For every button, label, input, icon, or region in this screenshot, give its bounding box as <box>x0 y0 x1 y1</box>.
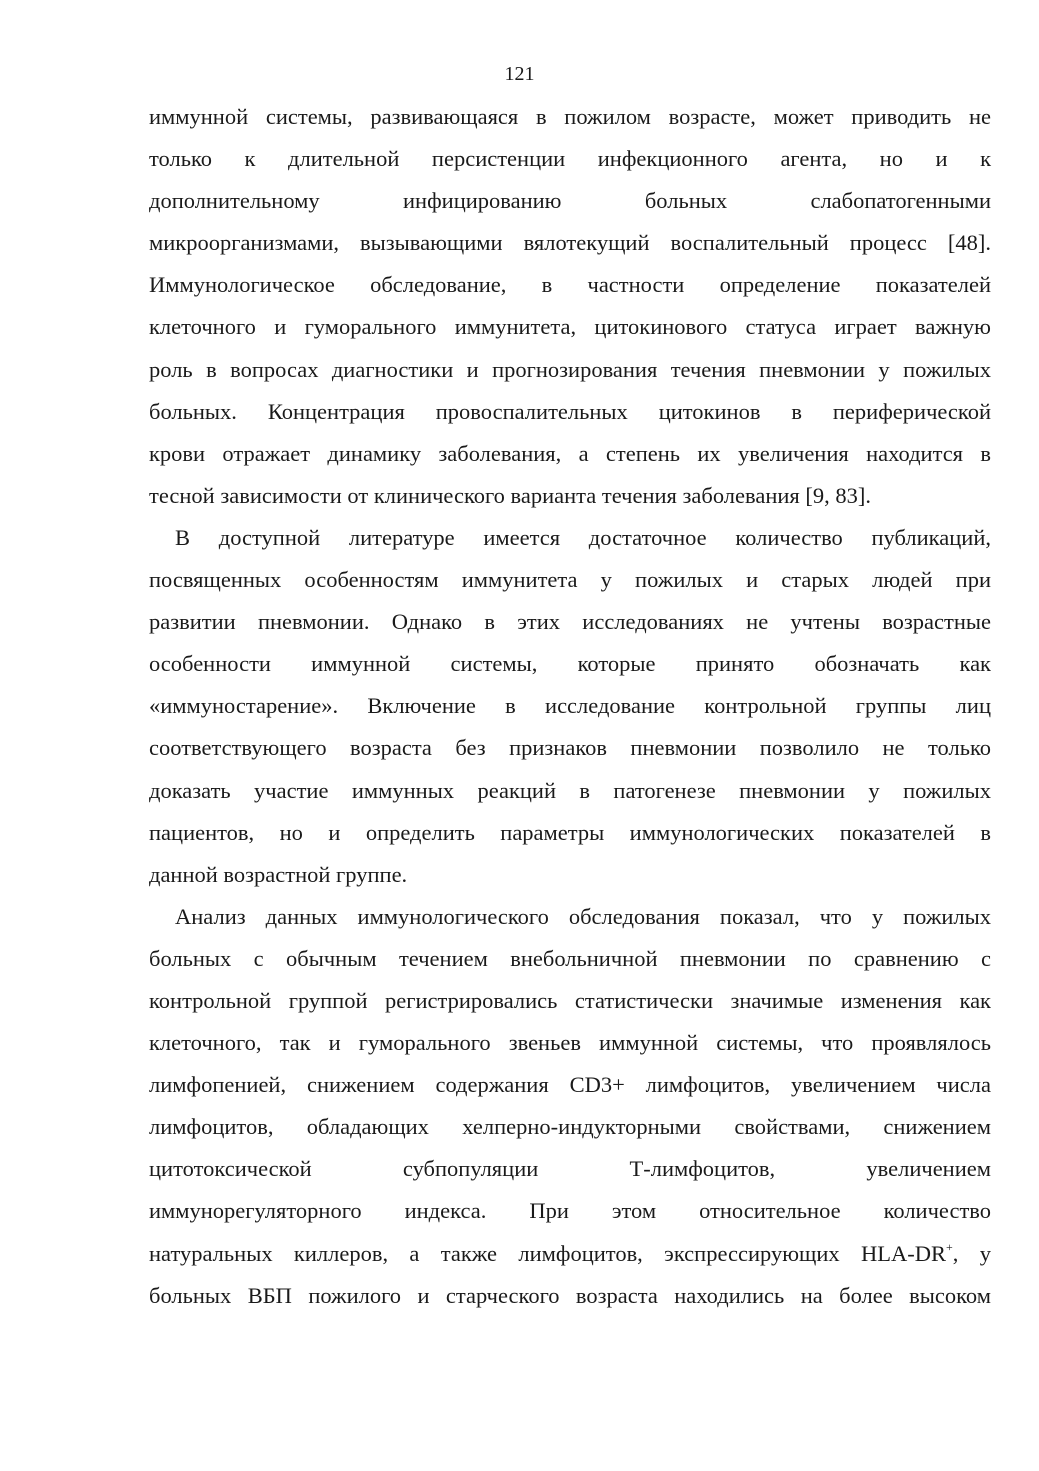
text-line: иммунорегуляторного индекса. При этом относительное количество <box>149 1198 991 1224</box>
text-line: больных с обычным течением внебольничной пневмонии по сравнению с <box>149 945 991 971</box>
text-line: только к длительной персистенции инфекционного агента, но и к <box>149 146 991 172</box>
text-line: данной возрастной группе. <box>149 861 408 887</box>
text-line: цитотоксической субпопуляции Т-лимфоцитов, увеличением <box>149 1156 991 1182</box>
text-line: соответствующего возраста без признаков пневмонии позволило не только <box>149 735 991 761</box>
text-line: тесной зависимости от клинического варианта течения заболевания [9, 83]. <box>149 482 871 508</box>
text-line: микроорганизмами, вызывающими вялотекущий воспалительный процесс [48]. <box>149 230 991 256</box>
text-line: клеточного, так и гуморального звеньев иммунной системы, что проявлялось <box>149 1030 991 1056</box>
text-line: иммунной системы, развивающаяся в пожилом возрасте, может приводить не <box>149 104 991 129</box>
text-line: лимфопенией, снижением содержания CD3+ лимфоцитов, увеличением числа <box>149 1072 991 1098</box>
superscript: + <box>946 1239 953 1254</box>
text-line-with-superscript <box>149 1233 991 1275</box>
text-line: пациентов, но и определить параметры иммунологических показателей в <box>149 819 991 845</box>
text-line: доказать участие иммунных реакций в патогенезе пневмонии у пожилых <box>149 777 991 803</box>
text-line: роль в вопросах диагностики и прогнозирования течения пневмонии у пожилых <box>149 356 991 382</box>
text-line: В доступной литературе имеется достаточное количество публикаций, <box>175 524 991 550</box>
text-line: Анализ данных иммунологического обследования показал, что у пожилых <box>175 903 991 929</box>
text-line: крови отражает динамику заболевания, а степень их увеличения находится в <box>149 440 991 466</box>
paragraph-1 <box>149 96 991 517</box>
text-line: посвященных особенностям иммунитета у пожилых и старых людей при <box>149 567 991 593</box>
text-line: лимфоцитов, обладающих хелперно-индукторными свойствами, снижением <box>149 1114 991 1140</box>
text-line: дополнительному инфицированию больных слабопатогенными <box>149 188 991 214</box>
paragraph-3 <box>149 896 991 1317</box>
page-number: 121 <box>504 63 535 85</box>
text-line: Иммунологическое обследование, в частности определение показателей <box>149 272 991 298</box>
text-segment: натуральных киллеров, а также лимфоцитов, экспрессирующих HLA-DR <box>149 1240 946 1266</box>
text-line: контрольной группой регистрировались статистически значимые изменения как <box>149 987 991 1013</box>
paragraph-2 <box>149 517 991 896</box>
text-line: развитии пневмонии. Однако в этих исследованиях не учтены возрастные <box>149 609 991 635</box>
body-text <box>149 96 991 1317</box>
text-line: «иммуностарение». Включение в исследование контрольной группы лиц <box>149 693 991 719</box>
text-line: больных. Концентрация провоспалительных цитокинов в периферической <box>149 398 991 424</box>
text-line: особенности иммунной системы, которые принято обозначать как <box>149 651 991 677</box>
text-line: клеточного и гуморального иммунитета, цитокинового статуса играет важную <box>149 314 991 340</box>
text-line: больных ВБП пожилого и старческого возраста находились на более высоком <box>149 1282 991 1308</box>
text-segment: , у <box>952 1240 992 1266</box>
